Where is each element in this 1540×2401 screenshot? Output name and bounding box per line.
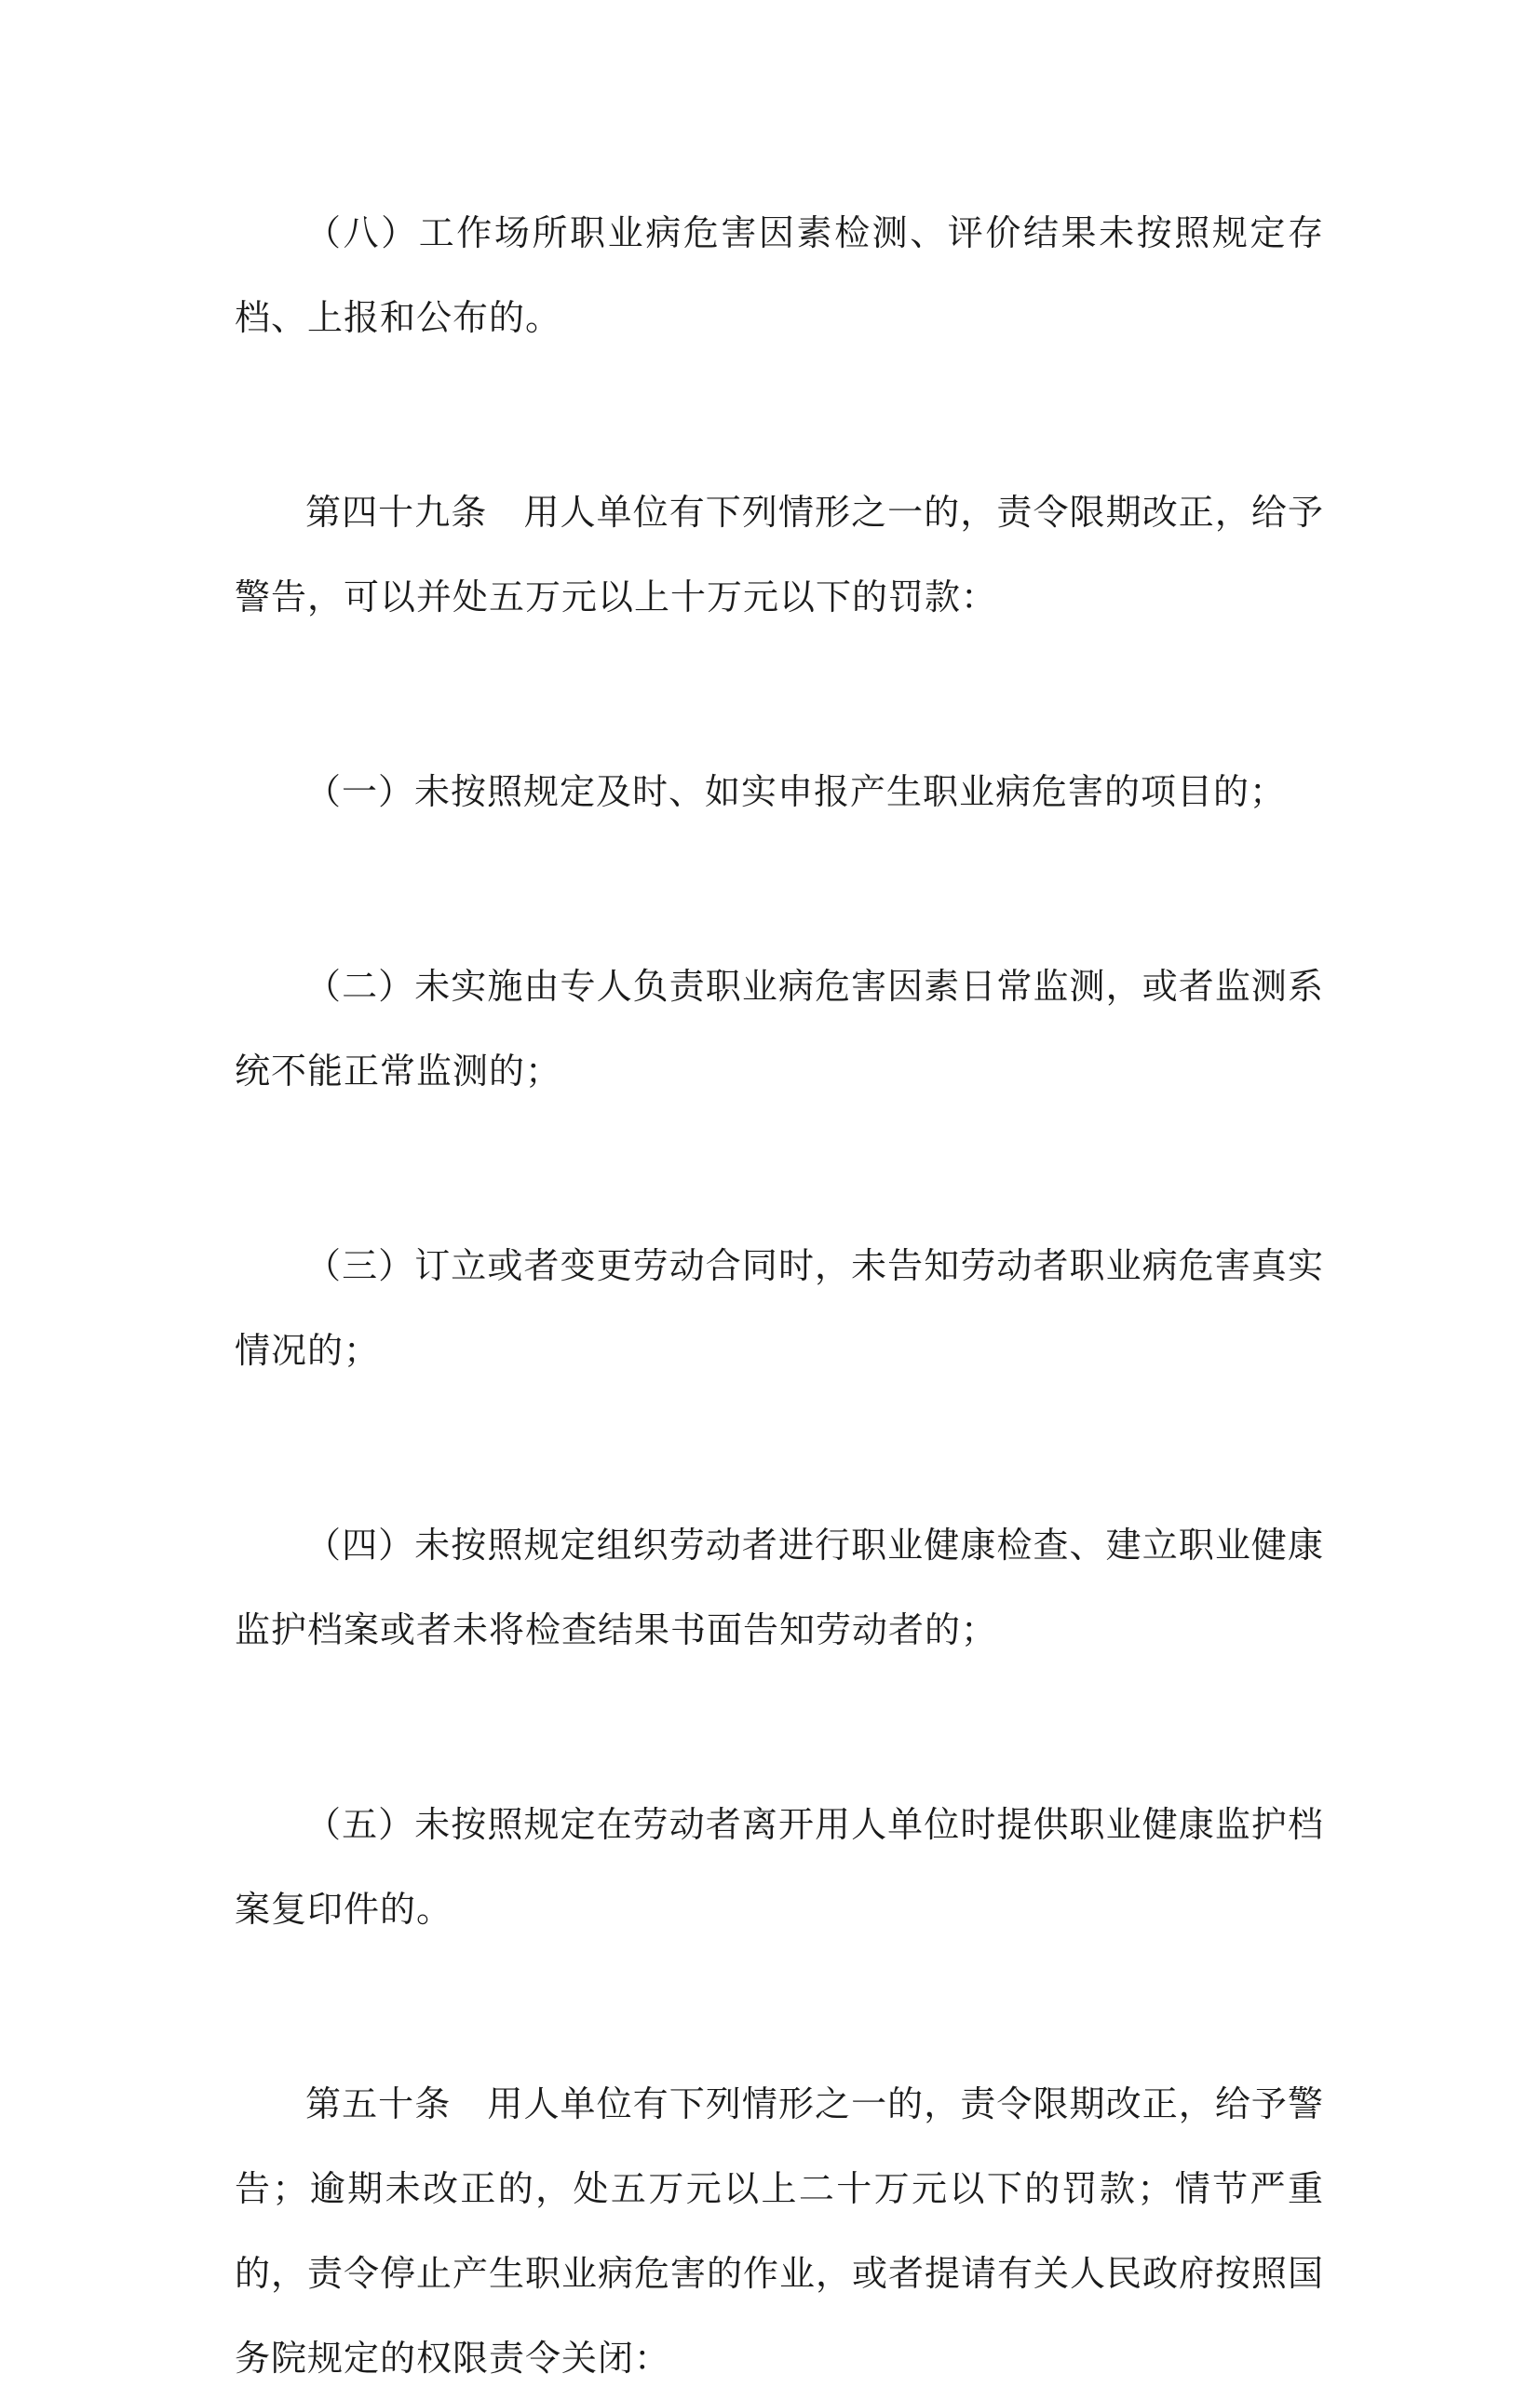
paragraph-gap <box>235 1673 1324 1783</box>
paragraph-item-5: （五）未按照规定在劳动者离开用人单位时提供职业健康监护档案复印件的。 <box>235 1804 1324 1930</box>
paragraph-gap <box>235 1952 1324 2062</box>
article-50: 第五十条 用人单位有下列情形之一的，责令限期改正，给予警告；逾期未改正的，处五万元以上二十万元以下的罚款；情节严重的，责令停止产生职业病危害的作业，或者提请有关人民政府按照国务院规定的权限责令关闭： <box>235 2083 1325 2379</box>
paragraph-gap <box>235 640 1324 750</box>
paragraph-item-8: （八）工作场所职业病危害因素检测、评价结果未按照规定存档、上报和公布的。 <box>235 212 1324 338</box>
paragraph-gap <box>235 360 1324 470</box>
article-49: 第四十九条 用人单位有下列情形之一的，责令限期改正，给予警告，可以并处五万元以上十万元以下的罚款： <box>235 492 1324 617</box>
document-body <box>235 191 1324 2401</box>
paragraph-gap <box>235 1393 1324 1503</box>
paragraph-item-1: （一）未按照规定及时、如实申报产生职业病危害的项目的； <box>305 771 1287 812</box>
paragraph-gap <box>235 1114 1324 1224</box>
paragraph-item-2: （二）未实施由专人负责职业病危害因素日常监测，或者监测系统不能正常监测的； <box>235 966 1324 1092</box>
paragraph-gap <box>235 834 1324 944</box>
paragraph-item-4: （四）未按照规定组织劳动者进行职业健康检查、建立职业健康监护档案或者未将检查结果书面告知劳动者的； <box>235 1525 1324 1650</box>
paragraph-item-3: （三）订立或者变更劳动合同时，未告知劳动者职业病危害真实情况的； <box>235 1245 1324 1371</box>
